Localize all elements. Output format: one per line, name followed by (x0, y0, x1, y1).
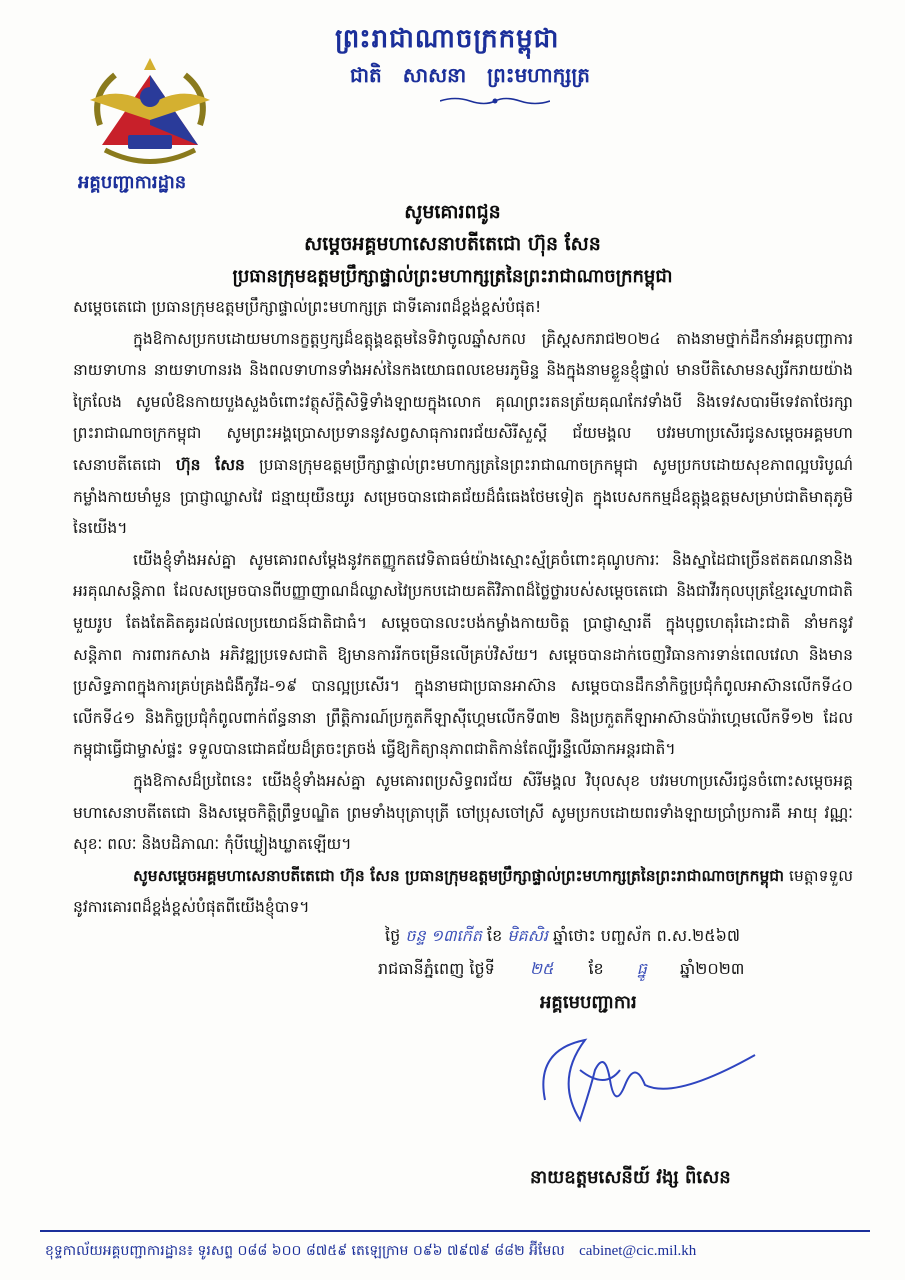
paragraph-2: យើងខ្ញុំទាំងអស់គ្នា សូមគោរពសម្តែងនូវកតញ្ញូកតវេទិតាធម៌យ៉ាងស្មោះស្ម័គ្រចំពោះគុណូបការៈ និងស្នាដៃជាច្រើនឥតគណនានិងអរគុណសន្តិភាព ដែលសម្រេចបានពីបញ្ញាញាណដ៏ឈ្លាសវៃប្រកបដោយគតិវិភាពដ៏ថ្លៃថ្លារបស់សម្តេចតេជោ និងជាវីរកុលបុត្រខ្មែរស្នេហាជាតិមួយរូប តែងតែគិតគូរដល់ផលប្រយោជន៍ជាតិជាធំ។ សម្តេចបានលះបង់កម្លាំងកាយចិត្ត ប្រាជ្ញាស្មារតី ក្នុងបុព្វហេតុរំដោះជាតិ នាំមកនូវសន្តិភាព ការពារកសាង អភិវឌ្ឍប្រទេសជាតិ ឱ្យមានការរីកចម្រើនលើគ្រប់វិស័យ។ សម្តេចបានដាក់ចេញវិធានការទាន់ពេលវេលា និងមានប្រសិទ្ធភាពក្នុងការគ្រប់គ្រងជំងឺកូវីដ-១៩ បានល្អប្រសើរ។ ក្នុងនាមជាប្រធានអាស៊ាន សម្តេចបានដឹកនាំកិច្ចប្រជុំកំពូលអាស៊ានលើកទី៤០ លើកទី៤១ និងកិច្ចប្រជុំកំពូលពាក់ព័ន្ធនានា ព្រឹត្តិការណ៍ប្រកួតកីឡាស៊ីហ្គេមលើកទី៣២ និងប្រកួតកីឡាអាស៊ានប៉ារ៉ាហ្គេមលើកទី១២ ដែលកម្ពុជាធ្វើជាម្ចាស់ផ្ទះ ទទួលបានជោគជ័យដ៏ត្រចះត្រចង់ ធ្វើឱ្យកិត្យានុភាពជាតិកាន់តែល្បីរន្ទឺលើឆាកអន្តរជាតិ។ (73, 550, 853, 759)
paragraph-4-bold: សូមសម្តេចអគ្គមហាសេនាបតីតេជោ ហ៊ុន សែន ប្រធានក្រុមឧត្តមប្រឹក្សាផ្ទាល់ព្រះមហាក្សត្រនៃព្រះរាជាណាចក្រកម្ពុជា (133, 866, 785, 885)
paragraph-3: ក្នុងឱកាសដ៏ប្រពៃនេះ យើងខ្ញុំទាំងអស់គ្នា សូមគោរពប្រសិទ្ធពរជ័យ សិរីមង្គល វិបុលសុខ បវរមហាប្រសើរជូនចំពោះសម្តេចអគ្គមហាសេនាបតីតេជោ និងសម្តេចកិត្តិព្រឹទ្ធបណ្ឌិត ព្រមទាំងបុត្រាបុត្រី ចៅប្រុសចៅស្រី សូមប្រកបដោយពរទាំងឡាយប្រាំប្រការគឺ អាយុ វណ្ណៈ សុខៈ ពលៈ និងបដិភាណៈ កុំបីឃ្លៀងឃ្លាតឡើយ។ (73, 771, 853, 854)
lunar-day-handwritten: ចន្ទ ១៣កើត (405, 926, 482, 945)
solar-date-line (378, 958, 744, 982)
footer-divider (40, 1230, 870, 1232)
signer-name: នាយឧត្តមសេនីយ៍ វង្ស ពិសេន (530, 1167, 731, 1188)
paragraph-4-text: មេត្តាទទួលនូវការគោរពដ៏ខ្ពង់ខ្ពស់បំផុតពីយើងខ្ញុំបាទ។ (73, 866, 854, 917)
signature-icon (525, 1010, 785, 1150)
paragraph-1 (73, 324, 853, 545)
military-emblem-icon (80, 55, 220, 170)
lunar-day-prefix: ថ្ងៃ (385, 926, 401, 945)
footer-contact (45, 1241, 696, 1262)
footer-text: ខុទ្ទកាល័យអគ្គបញ្ជាការដ្ឋាន៖ ទូរសព្ទ ០៨៨ ៦០០ ៨៧៥៩ តេឡេក្រាម ០៩៦ ៧៩៧៩ ៨៨២ អ៊ីមែល (45, 1243, 565, 1259)
day-handwritten: ២៥ (529, 959, 554, 978)
place-prefix: រាជធានីភ្នំពេញ ថ្ងៃទី (378, 959, 495, 978)
national-motto: ជាតិ សាសនា ព្រះមហាក្សត្រ (350, 63, 590, 87)
paragraph-1-name: ហ៊ុន សែន (175, 455, 245, 474)
organization-name: អគ្គបញ្ជាការដ្ឋាន (78, 172, 187, 193)
header-ornament (440, 96, 550, 106)
year: ឆ្នាំ២០២៣ (680, 959, 745, 978)
addressee-name: សម្តេចអគ្គមហាសេនាបតីតេជោ ហ៊ុន សែន (304, 233, 601, 255)
addressee-position: ប្រធានក្រុមឧត្តមប្រឹក្សាផ្ទាល់ព្រះមហាក្សត្រនៃព្រះរាជាណាចក្រកម្ពុជា (232, 266, 673, 287)
kingdom-title: ព្រះរាជាណាចក្រកម្ពុជា (335, 24, 560, 54)
month-label: ខែ (588, 959, 604, 978)
month-handwritten: ធ្នូ (636, 959, 647, 978)
lunar-year: ឆ្នាំថោះ បញ្ចស័ក ព.ស.២៥៦៧ (553, 926, 741, 945)
addressee-greeting: សូមគោរពជូន (404, 201, 501, 223)
lunar-date-line (385, 925, 740, 949)
lunar-month-label: ខែ (487, 926, 503, 945)
signer-title: អគ្គមេបញ្ជាការ (540, 992, 637, 1013)
paragraph-4 (73, 861, 853, 924)
salutation: សម្តេចតេជោ ប្រធានក្រុមឧត្តមប្រឹក្សាផ្ទាល់ព្រះមហាក្សត្រ ជាទីគោរពដ៏ខ្ពង់ខ្ពស់បំផុត! (73, 298, 542, 316)
paragraph-1-text-a: ក្នុងឱកាសប្រកបដោយមហានក្ខត្តឫក្សដ៏ឧត្តុង្គឧត្តមនៃទិវាចូលឆ្នាំសកល គ្រិស្តសករាជ២០២៤ តាងនាមថ្នាក់ដឹកនាំអគ្គបញ្ជាការ នាយទាហាន នាយទាហានរង និងពលទាហានទាំងអស់នៃកងយោធពលខេមរភូមិន្ទ និងក្នុងនាមខ្លួនខ្ញុំផ្ទាល់ មានបីតិសោមនស្សរីករាយយ៉ាងក្រៃលែង សូមលំឱនកាយបួងសួងចំពោះវត្ថុស័ក្តិសិទ្ធិទាំងឡាយក្នុងលោក គុណព្រះរតនត្រ័យគុណកែវទាំងបី និងទេវសបារមីទេវតាថែរក្សាព្រះរាជាណាចក្រកម្ពុជា សូមព្រះអង្គប្រោសប្រទាននូវសព្វសាធុការពរជ័យសិរីសួស្តី ជ័យមង្គល បវរមហាប្រសើរជូនសម្តេចអគ្គមហាសេនាបតីតេជោ (73, 329, 853, 474)
letter-body (73, 292, 853, 924)
paragraph-1-text-b: ប្រធានក្រុមឧត្តមប្រឹក្សាផ្ទាល់ព្រះមហាក្សត្រនៃព្រះរាជាណាចក្រកម្ពុជា សូមប្រកបដោយសុខភាពល្អបរិបូណ៌ កម្លាំងកាយមាំមួន ប្រាជ្ញាឈ្លាសវៃ ជន្មាយុយឺនយូរ សម្រេចបានជោគជ័យដ៏ធំធេងថែមទៀត ក្នុងបេសកកម្មដ៏ឧត្តុង្គឧត្តមសម្រាប់ជាតិមាតុភូមិនៃយើង។ (73, 455, 853, 538)
lunar-month-handwritten: មិគសិរ (507, 926, 548, 945)
footer-email-link[interactable]: cabinet@cic.mil.kh (579, 1243, 697, 1259)
